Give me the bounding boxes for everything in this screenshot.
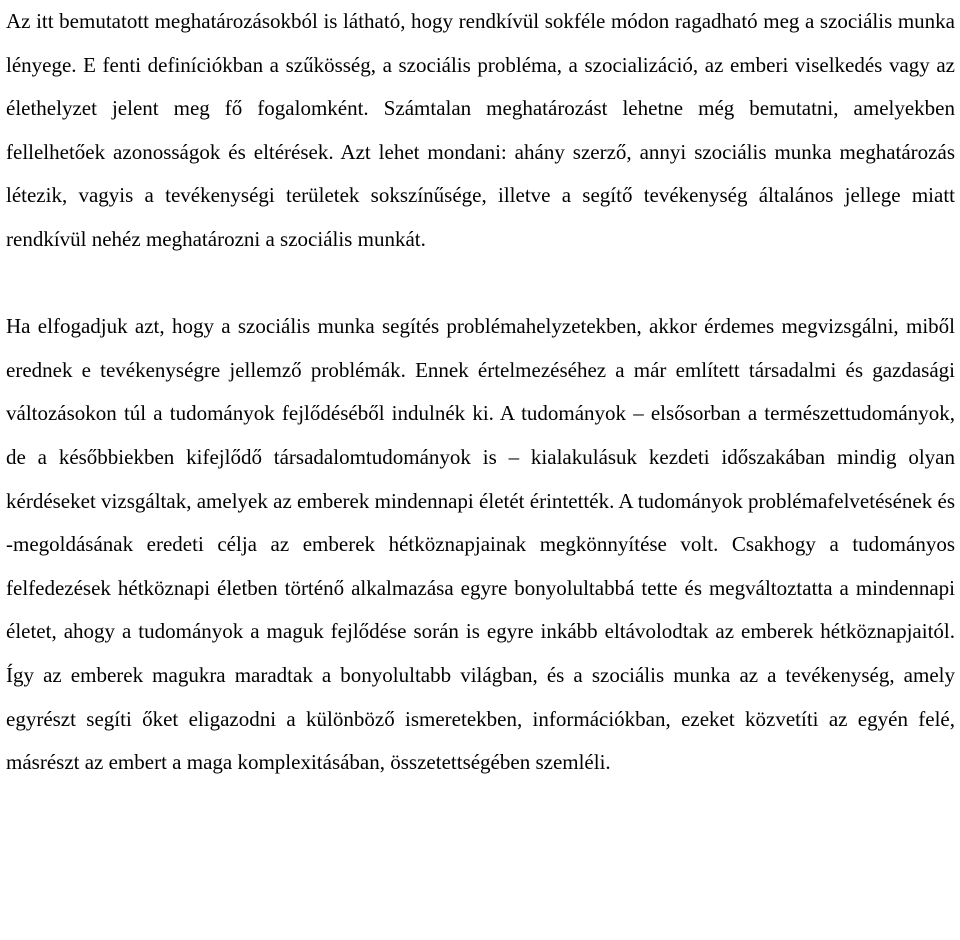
paragraph-sciences: Ha elfogadjuk azt, hogy a szociális munka segítés problémahelyzetekben, akkor érdemes megvizsgálni, miből erednek e tevékenységre jellemző problémák. Ennek értelmezéséhez a már említett társadalmi és gazdasági változásokon túl a tudományok fejlődéséből indulnék ki. A tudományok – elsősorban a természettudományok, de a későbbiekben kifejlődő társadalomtudományok is – kialakulásuk kezdeti időszakában mindig olyan kérdéseket vizsgáltak, amelyek az emberek mindennapi életét érintették. A tudományok problémafelvetésének és -megoldásának eredeti célja az emberek hétköznapjainak megkönnyítése volt. Csakhogy a tudományos felfedezések hétköznapi életben történő alkalmazása egyre bonyolultabbá tette és megváltoztatta a mindennapi életet, ahogy a tudományok a maguk fejlődése során is egyre inkább eltávolodtak az emberek hétköznapjaitól. Így az emberek magukra maradtak a bonyolultabb világban, és a szociális munka az a tevékenység, amely egyrészt segíti őket eligazodni a különböző ismeretekben, információkban, ezeket közvetíti az egyén felé, másrészt az embert a maga komplexitásában, összetettségében szemléli. (6, 314, 955, 775)
paragraph-definitions: Az itt bemutatott meghatározásokból is látható, hogy rendkívül sokféle módon ragadható meg a szociális munka lényege. E fenti definíciókban a szűkösség, a szociális probléma, a szocializáció, az emberi viselkedés vagy az élethelyzet jelent meg fő fogalomként. Számtalan meghatározást lehetne még bemutatni, amelyekben fellelhetőek azonosságok és eltérések. Azt lehet mondani: ahány szerző, annyi szociális munka meghatározás létezik, vagyis a tevékenységi területek sokszínűsége, illetve a segítő tevékenység általános jellege miatt rendkívül nehéz meghatározni a szociális munkát. (6, 9, 955, 251)
document-page (6, 0, 955, 785)
